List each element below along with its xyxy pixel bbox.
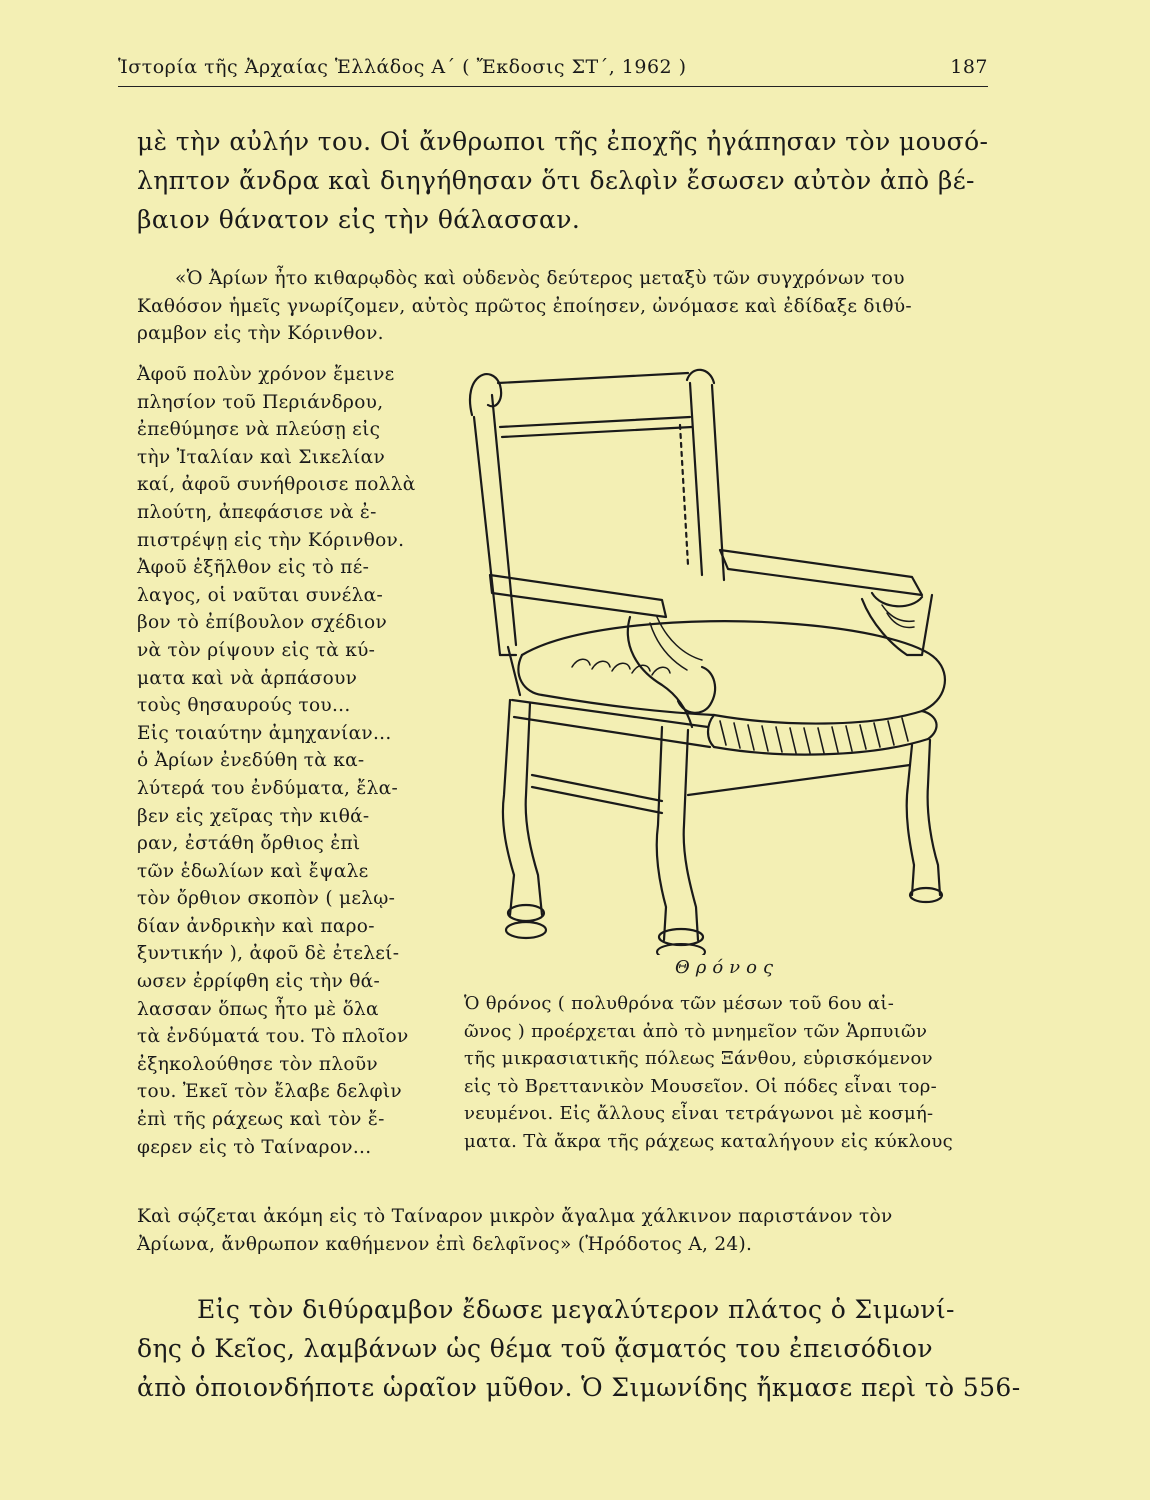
text-line: ραν, ἐστάθη ὄρθιος ἐπὶ <box>137 833 361 855</box>
text-line: δίαν ἀνδρικὴν καὶ παρο- <box>137 915 375 937</box>
text-line: «Ὁ Ἀρίων ἦτο κιθαρῳδὸς καὶ οὐδενὸς δεύτερος μεταξὺ τῶν συγχρόνων του <box>175 268 905 289</box>
text-line: πιστρέψῃ εἰς τὴν Κόρινθον. <box>137 529 405 551</box>
text-line: Ἀφοῦ πολὺν χρόνον ἔμεινε <box>137 364 395 385</box>
text-line: ματα καὶ νὰ ἁρπάσουν <box>137 667 358 689</box>
text-line: πλησίον τοῦ Περιάνδρου, <box>137 391 384 413</box>
text-line: νευμένοι. Εἰς ἄλλους εἶναι τετράγωνοι μὲ κοσμή- <box>464 1103 934 1125</box>
text-line: Ἀφοῦ ἐξῆλθον εἰς τὸ πέ- <box>137 557 370 579</box>
text-line: ὁ Ἀρίων ἐνεδύθη τὰ κα- <box>137 750 365 772</box>
text-line: Εἰς τοιαύτην ἀμηχανίαν... <box>137 722 392 744</box>
text-line: ληπτον ἄνδρα καὶ διηγήθησαν ὅτι δελφὶν ἔσωσεν αὐτὸν ἀπὸ βέ- <box>137 166 975 195</box>
simonides-paragraph <box>137 1290 1021 1407</box>
herodotus-quote-start <box>137 265 997 348</box>
text-line: λύτερά του ἐνδύματα, ἔλα- <box>137 777 398 799</box>
running-header <box>118 56 988 87</box>
text-line: καί, ἀφοῦ συνήθροισε πολλὰ <box>137 474 416 496</box>
quote-left-column <box>137 361 437 1161</box>
text-line: τὰ ἐνδύματά του. Τὸ πλοῖον <box>137 1026 409 1048</box>
text-line: δης ὁ Κεῖος, λαμβάνων ὡς θέμα τοῦ ᾄσματός του ἐπεισόδιον <box>137 1334 933 1363</box>
text-line: ῶνος ) προέρχεται ἀπὸ τὸ μνημεῖον τῶν Ἁρπυιῶν <box>464 1020 928 1042</box>
text-line: πλούτη, ἀπεφάσισε νὰ ἐ- <box>137 501 377 523</box>
figure-caption <box>464 990 999 1156</box>
text-line: φερεν εἰς τὸ Ταίναρον... <box>137 1136 372 1158</box>
text-line: ἐπὶ τῆς ράχεως καὶ τὸν ἔ- <box>137 1109 385 1131</box>
text-line: Καὶ σῴζεται ἀκόμη εἰς τὸ Ταίναρον μικρὸν ἄγαλμα χάλκινον παριστάνον τὸν <box>137 1206 893 1227</box>
text-line: λαγος, οἱ ναῦται συνέλα- <box>137 584 384 606</box>
text-line: Ἀρίωνα, ἄνθρωπον καθήμενον ἐπὶ δελφῖνος» (Ἡρόδοτος Α, 24). <box>137 1233 753 1255</box>
text-line: βεν εἰς χεῖρας τὴν κιθά- <box>137 805 370 827</box>
text-line: του. Ἐκεῖ τὸν ἔλαβε δελφὶν <box>137 1081 402 1103</box>
text-line: ἐξηκολούθησε τὸν πλοῦν <box>137 1053 378 1075</box>
herodotus-quote-end <box>137 1203 997 1258</box>
text-line: τῆς μικρασιατικῆς πόλεως Ξάνθου, εὑρισκόμενον <box>464 1048 933 1070</box>
text-line: τῶν ἑδωλίων καὶ ἔψαλε <box>137 860 369 882</box>
throne-illustration <box>452 355 1012 955</box>
text-line: ἀπὸ ὁποιονδήποτε ὡραῖον μῦθον. Ὁ Σιμωνίδης ἤκμασε περὶ τὸ 556- <box>137 1373 1021 1402</box>
text-line: βον τὸ ἐπίβουλον σχέδιον <box>137 612 388 634</box>
throne-drawing <box>452 355 1012 955</box>
running-title: Ἱστορία τῆς Ἀρχαίας Ἑλλάδος Α΄ ( Ἔκδοσις ΣΤ΄, 1962 ) <box>118 56 687 78</box>
text-line: λασσαν ὅπως ἦτο μὲ ὅλα <box>137 998 379 1020</box>
text-line: Ὁ θρόνος ( πολυθρόνα τῶν μέσων τοῦ 6ου αἰ- <box>464 993 895 1014</box>
text-line: εἰς τὸ Βρεττανικὸν Μουσεῖον. Οἱ πόδες εἶναι τορ- <box>464 1075 938 1097</box>
text-line: τὸν ὄρθιον σκοπὸν ( μελῳ- <box>137 888 396 910</box>
text-line: Καθόσον ἡμεῖς γνωρίζομεν, αὐτὸς πρῶτος ἐποίησεν, ὠνόμασε καὶ ἐδίδαξε διθύ- <box>137 295 912 317</box>
text-line: ραμβον εἰς τὴν Κόρινθον. <box>137 323 384 345</box>
text-line: ωσεν ἐρρίφθη εἰς τὴν θά- <box>137 971 381 993</box>
text-line: Εἰς τὸν διθύραμβον ἔδωσε μεγαλύτερον πλάτος ὁ Σιμωνί- <box>197 1295 955 1324</box>
text-line: τὴν Ἰταλίαν καὶ Σικελίαν <box>137 446 385 468</box>
text-line: ἐπεθύμησε νὰ πλεύσῃ εἰς <box>137 419 381 441</box>
text-line: βαιον θάνατον εἰς τὴν θάλασσαν. <box>137 205 581 234</box>
text-line: ξυντικήν ), ἀφοῦ δὲ ἐτελεί- <box>137 943 400 965</box>
intro-paragraph <box>137 122 987 239</box>
page-number: 187 <box>950 56 988 78</box>
text-line: νὰ τὸν ρίψουν εἰς τὰ κύ- <box>137 639 376 661</box>
figure-caption-title: Θρόνος <box>675 957 780 978</box>
text-line: μὲ τὴν αὐλήν του. Οἱ ἄνθρωποι τῆς ἐποχῆς ἠγάπησαν τὸν μουσό- <box>137 127 989 156</box>
text-line: ματα. Τὰ ἄκρα τῆς ράχεως καταλήγουν εἰς κύκλους <box>464 1130 954 1152</box>
text-line: τοὺς θησαυρούς του... <box>137 695 351 717</box>
